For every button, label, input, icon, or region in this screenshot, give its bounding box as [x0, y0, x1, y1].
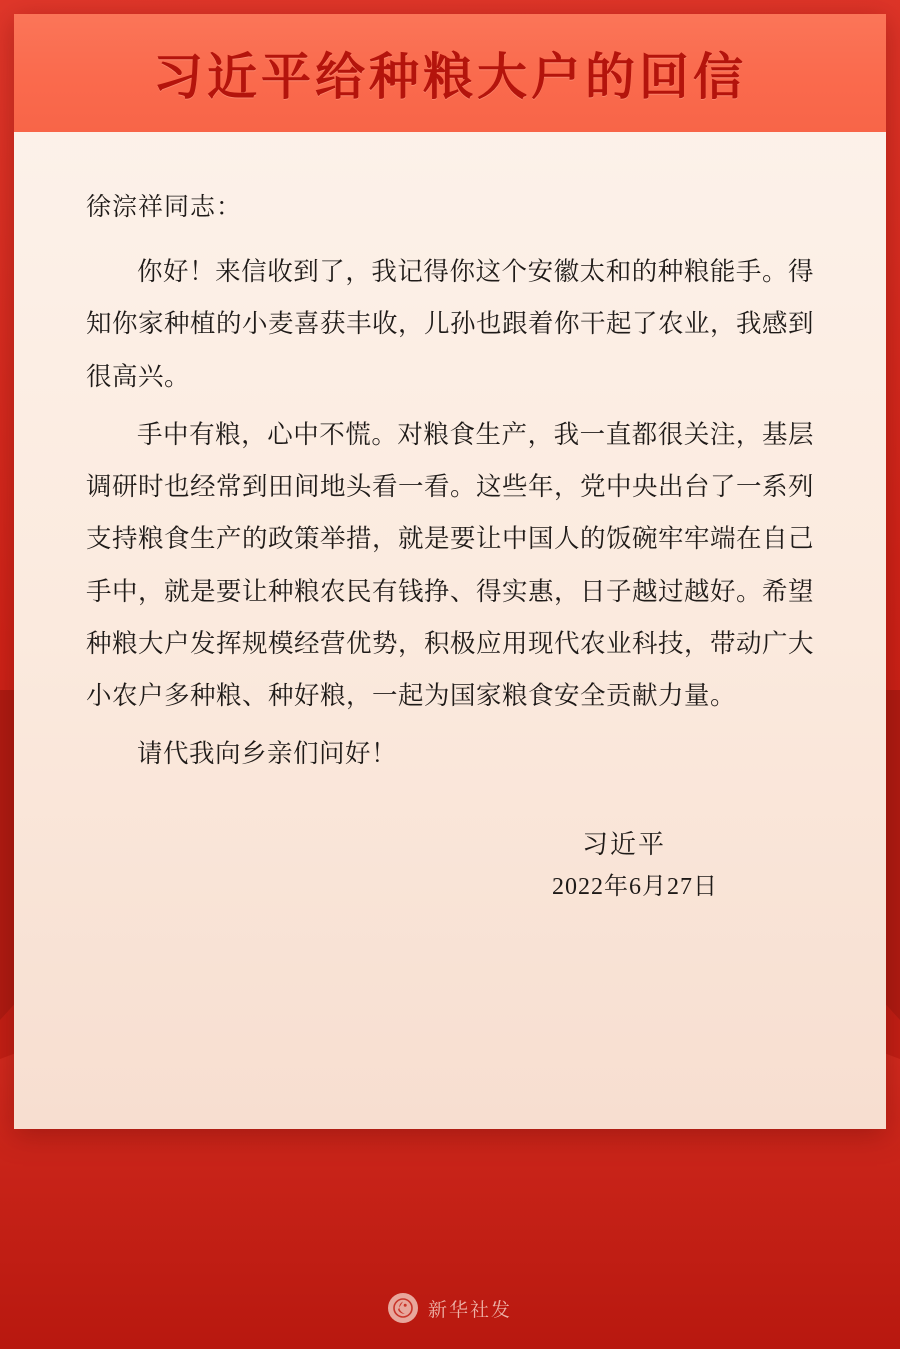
letter-salutation: 徐淙祥同志： — [86, 194, 243, 221]
letter-paragraph: 你好！来信收到了，我记得你这个安徽太和的种粮能手。得知你家种植的小麦喜获丰收，儿孙也跟着你干起了农业，我感到很高兴。 — [86, 257, 815, 391]
signature-date: 2022年6月27日 — [552, 873, 718, 900]
letter-header-band — [14, 14, 886, 132]
page-title: 习近平给种粮大户的回信 — [153, 49, 747, 105]
letter-signature-block — [86, 823, 814, 908]
letter-body — [14, 132, 886, 908]
letter-card — [14, 14, 886, 1129]
xinhua-logo-icon — [388, 1293, 418, 1323]
letter-paragraph: 请代我向乡亲们问好！ — [137, 739, 398, 769]
letter-paragraph: 手中有粮，心中不慌。对粮食生产，我一直都很关注，基层调研时也经常到田间地头看一看。这些年，党中央出台了一系列支持粮食生产的政策举措，就是要让中国人的饭碗牢牢端在自己手中，就是要让种粮农民有钱挣、得实惠，日子越过越好。希望种粮大户发挥规模经营优势，积极应用现代农业科技，带动广大小农户多种粮、种好粮，一起为国家粮食安全贡献力量。 — [86, 419, 815, 711]
signature-name: 习近平 — [581, 829, 666, 859]
credit-bar — [0, 1293, 900, 1323]
credit-text: 新华社发 — [427, 1299, 512, 1321]
